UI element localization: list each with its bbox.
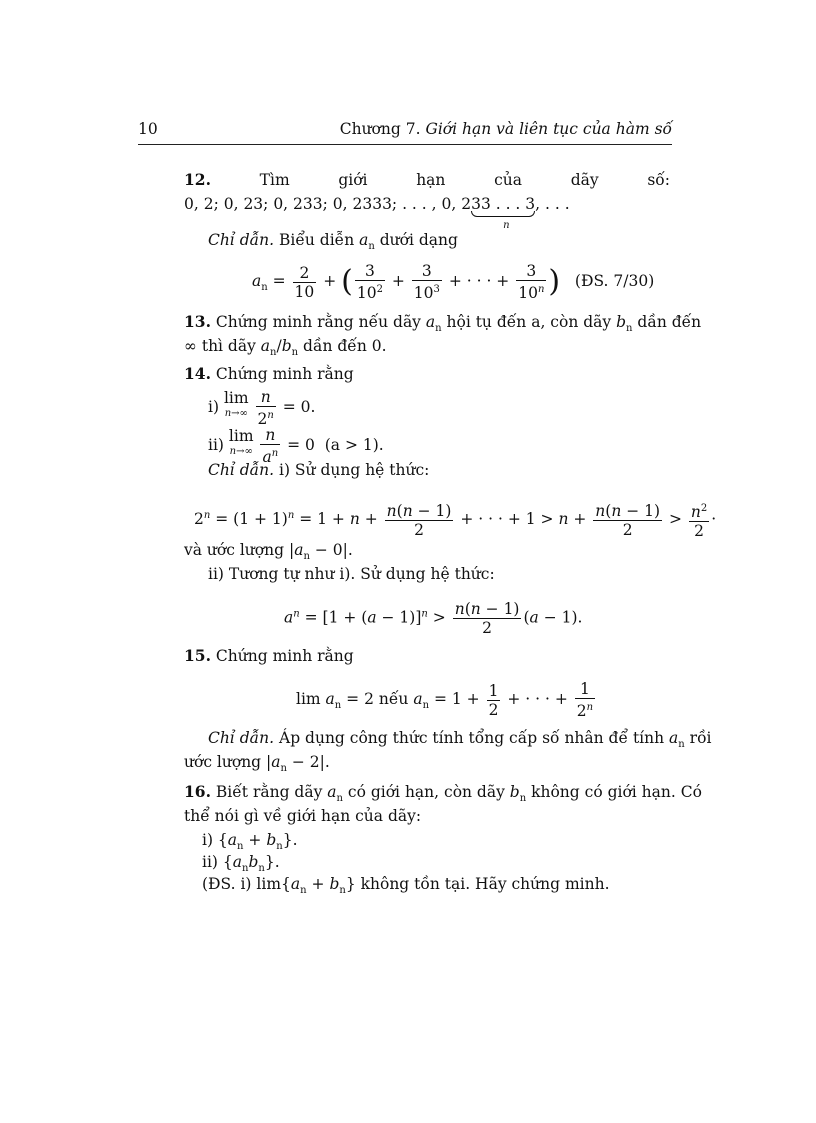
- page-number: 10: [138, 120, 158, 138]
- problem-14-i: i) lim n→∞ $\frac{n}{2^n}$ = 0.: [208, 388, 316, 429]
- problem-15-intro: 15. Chứng minh rằng: [184, 646, 354, 665]
- problem-16-answer: (ĐS. i) $\lim\{a_n + b_n\}$ không tồn tại. Hãy chứng minh.: [202, 875, 610, 897]
- problem-14-hint: Chỉ dẫn. i) Sử dụng hệ thức:: [208, 461, 430, 479]
- problem-13-line2: ∞ thì dãy $a_n/b_n$ dần đến 0.: [184, 337, 387, 359]
- problem-12-sequence: 0, 2; 0, 23; 0, 233; 0, 2333; . . . , 0, 233 . . . 3 n , . . .: [184, 195, 570, 231]
- problem-12-label: 12.: [184, 170, 211, 189]
- problem-13-line1: 13. Chứng minh rằng nếu dãy $a_n$ hội tụ đến a, còn dãy $b_n$ dần đến: [184, 312, 702, 335]
- running-header: [138, 120, 672, 145]
- problem-12-line1: 12. Tìm giới hạn của dãy số:: [184, 170, 670, 189]
- problem-15-hint-2: ước lượng $|a_n - 2|$.: [184, 753, 330, 775]
- answer-12: (ĐS. 7/30): [574, 272, 655, 291]
- problem-14-estimate: và ước lượng $|a_n - 0|$.: [184, 541, 353, 563]
- hint-text: Biểu diễn $a_n$ dưới dạng: [279, 231, 458, 253]
- underbrace: 33 . . . 3 n: [471, 195, 536, 231]
- problem-14-intro: 14. Chứng minh rằng: [184, 364, 354, 383]
- problem-16-line1: 16. Biết rằng dãy $a_n$ có giới hạn, còn dãy $b_n$ không có giới hạn. Có: [184, 782, 702, 805]
- problem-16-i: i) $\{a_n + b_n\}$.: [202, 831, 298, 853]
- problem-14-ii: ii) lim n→∞ $\frac{n}{a^n}$ = 0 (a > 1).: [208, 426, 384, 467]
- problem-14-formula1: $2^n = (1 + 1)^n = 1 + n$ + $\frac{n(n - 1)}{2}$ + · · · + 1 > n + $\frac{n(n - 1)}{2}$ > $\frac{n^2}{2}$ ·: [194, 501, 717, 541]
- problem-16-ii: ii) $\{a_nb_n\}$.: [202, 853, 280, 875]
- chapter-title: Chương 7. Giới hạn và liên tục của hàm số: [339, 120, 672, 138]
- problem-15-hint: Chỉ dẫn. Áp dụng công thức tính tổng cấp số nhân để tính $a_n$ rồi: [208, 729, 712, 751]
- problem-12-hint: Chỉ dẫn. Biểu diễn $a_n$ dưới dạng: [208, 231, 458, 253]
- problem-16-line2: thể nói gì về giới hạn của dãy:: [184, 807, 422, 825]
- problem-12-formula: $a_n$ = $\frac{2}{10}$ + ( $\frac{3}{10^2}$ + $\frac{3}{10^3}$ + · · · + $\frac{3}{10^n}$ ) (ĐS. 7/30): [252, 262, 655, 303]
- problem-14-formula2: $a^n = [1 + (a - 1)]^n$ > $\frac{n(n - 1)}{2}$ (a − 1).: [284, 600, 583, 637]
- problem-14-part-ii: ii) Tương tự như i). Sử dụng hệ thức:: [208, 565, 495, 583]
- problem-15-formula: $\lim a_n = 2$ nếu $a_n = 1$ + $\frac{1}{2}$ + · · · + $\frac{1}{2^n}$: [296, 680, 594, 721]
